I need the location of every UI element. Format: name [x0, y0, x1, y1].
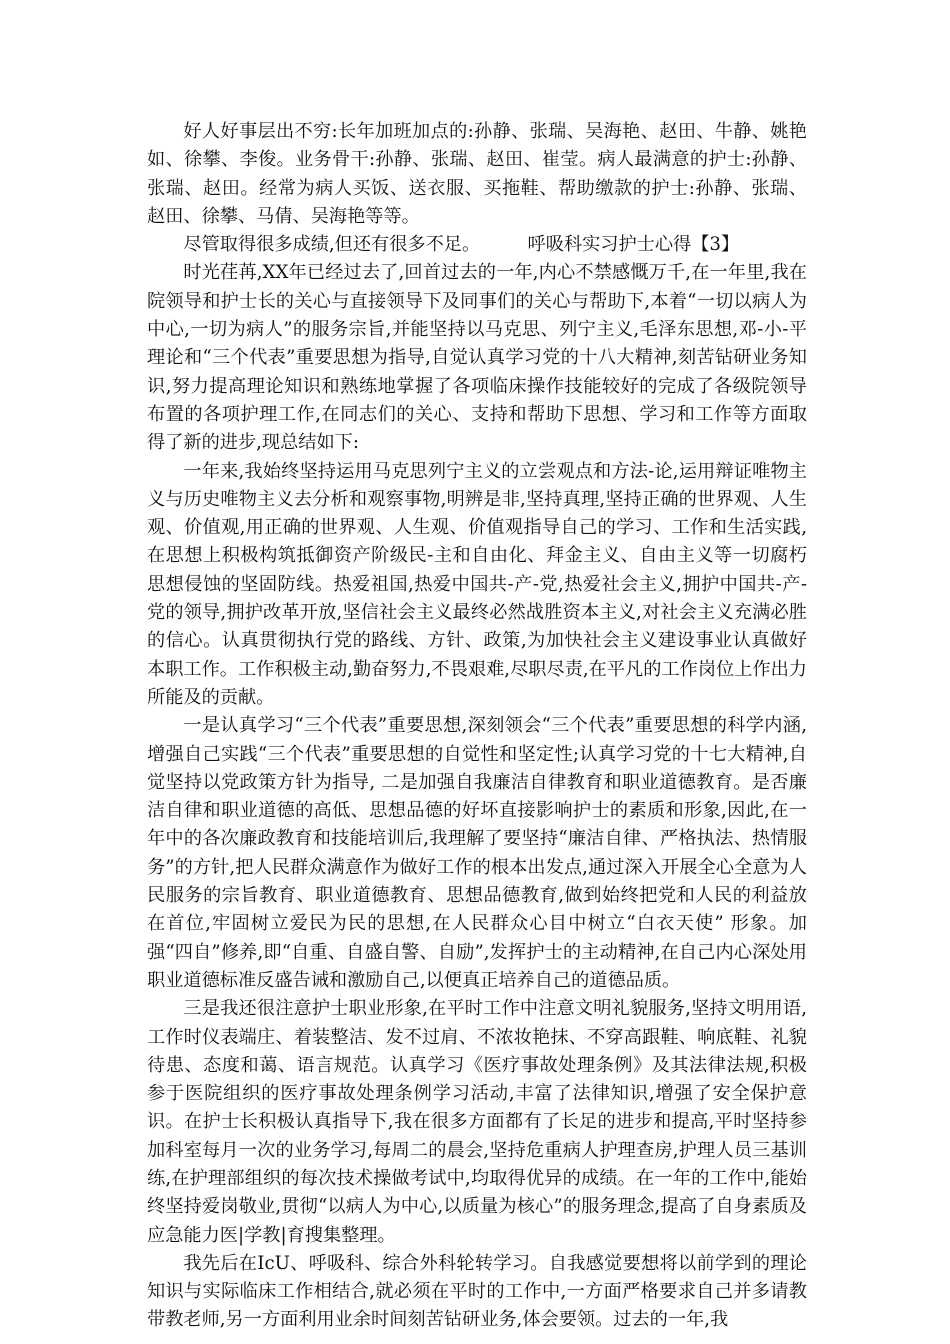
summary-line: 尽管取得很多成绩,但还有很多不足。: [183, 234, 481, 256]
paragraph-three-represents: 一是认真学习“三个代表”重要思想,深刻领会“三个代表”重要思想的科学内涵,增强自己实践“三个代表”重要思想的自觉性和坚定性;认真学习党的十七大精神,自觉坚持以党政策方针为指导, 二是加强自我廉洁自律教育和职业道德教育。是否廉洁自律和职业道德的高低、思想品德的好坏直接影响护士的素质和形象,因此,在一年中的各次廉政教育和技能培训后,我理解了要坚持“廉洁自律、严格执法、热情服务”的方针,把人民群众满意作为做好工作的根本出发点,通过深入开展全心全意为人民服务的宗旨教育、职业道德教育、思想品德教育,做到始终把党和人民的利益放在首位,牢固树立爱民为民的思想,在人民群众心目中树立“白衣天使” 形象。加强“四自”修养,即“自重、自盛自警、自励”,发挥护士的主动精神,在自己内心深处用职业道德标准反盛告诫和激励自己,以便真正培养自己的道德品质。: [147, 715, 807, 991]
paragraph-summary-and-title: [147, 231, 807, 259]
paragraph-political-study: 一年来,我始终坚持运用马克思列宁主义的立尝观点和方法-论,运用辩证唯物主义与历史唯物主义去分析和观察事物,明辨是非,坚持真理,坚持正确的世界观、人生观、价值观,用正确的世界观、人生观、价值观指导自己的学习、工作和生活实践,在思想上积极构筑抵御资产阶级民-主和自由化、拜金主义、自由主义等一切腐朽思想侵蚀的坚固防线。热爱祖国,热爱中国共-产-党,热爱社会主义,拥护中国共-产-党的领导,拥护改革开放,坚信社会主义最终必然战胜资本主义,对社会主义充满必胜的信心。认真贯彻执行党的路线、方针、政策,为加快社会主义建设事业认真做好本职工作。工作积极主动,勤奋努力,不畏艰难,尽职尽责,在平凡的工作岗位上作出力所能及的贡献。: [147, 460, 807, 708]
paragraph-year-review: 时光荏苒,XX年已经过去了,回首过去的一年,内心不禁感慨万千,在一年里,我在院领导和护士长的关心与直接领导下及同事们的关心与帮助下,本着“一切以病人为中心,一切为病人”的服务宗旨,并能坚持以马克思、列宁主义,毛泽东思想,邓-小-平理论和“三个代表”重要思想为指导,自觉认真学习党的十八大精神,刻苦钻研业务知识,努力提高理论知识和熟练地掌握了各项临床操作技能较好的完成了各级院领导布置的各项护理工作,在同志们的关心、支持和帮助下思想、学习和工作等方面取得了新的进步,现总结如下:: [147, 262, 807, 454]
paragraph-achievements: 好人好事层出不穷:长年加班加点的:孙静、张瑞、吴海艳、赵田、牛静、姚艳如、徐攀、李俊。业务骨干:孙静、张瑞、赵田、崔莹。病人最满意的护士:孙静、张瑞、赵田。经常为病人买饭、送衣服、买拖鞋、帮助缴款的护士:孙静、张瑞、赵田、徐攀、马倩、吴海艳等等。: [147, 121, 807, 227]
document-page: [147, 118, 807, 1335]
paragraph-professional-image: 三是我还很注意护士职业形象,在平时工作中注意文明礼貌服务,坚持文明用语,工作时仪表端庄、着装整洁、发不过肩、不浓妆艳抹、不穿高跟鞋、响底鞋、礼貌待患、态度和蔼、语言规范。认真学习《医疗事故处理条例》及其法律法规,积极参于医院组织的医疗事故处理条例学习活动,丰富了法律知识,增强了安全保护意识。在护士长积极认真指导下,我在很多方面都有了长足的进步和提高,平时坚持参加科室每月一次的业务学习,每周二的晨会,坚持危重病人护理查房,护理人员三基训练,在护理部组织的每次技术操做考试中,均取得优异的成绩。在一年的工作中,能始终坚持爱岗敬业,贯彻“以病人为中心,以质量为核心”的服务理念,提高了自身素质及应急能力医|学教|育搜集整理。: [147, 998, 807, 1246]
section-title: 呼吸科实习护士心得【3】: [527, 234, 740, 256]
paragraph-rotation-study: 我先后在IcU、呼吸科、综合外科轮转学习。自我感觉要想将以前学到的理论知识与实际临床工作相结合,就必须在平时的工作中,一方面严格要求自己并多请教带教老师,另一方面利用业余时间刻苦钻研业务,体会要领。过去的一年,我: [147, 1252, 807, 1331]
